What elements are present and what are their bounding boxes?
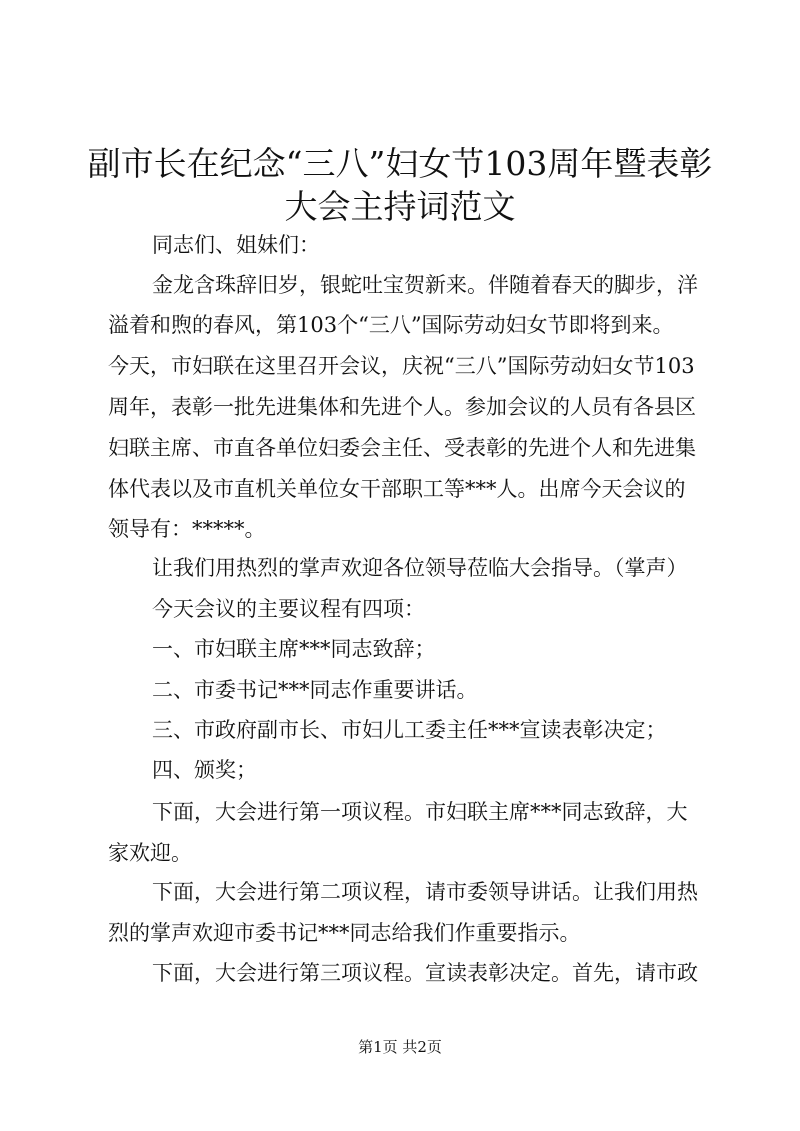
paragraph-line: 让我们用热烈的掌声欢迎各位领导莅临大会指导。（掌声） — [152, 556, 688, 580]
agenda-intro-line: 今天会议的主要议程有四项： — [152, 597, 425, 621]
paragraph-line: 体代表以及市直机关单位女干部职工等***人。出席今天会议的 — [108, 477, 686, 501]
paragraph-line: 下面，大会进行第三项议程。宣读表彰决定。首先，请市政 — [152, 961, 698, 985]
document-title-line-2: 大会主持词范文 — [284, 187, 516, 226]
paragraph-line: 今天，市妇联在这里召开会议，庆祝“三八”国际劳动妇女节103 — [108, 354, 695, 378]
document-title-line-1: 副市长在纪念“三八”妇女节103周年暨表彰 — [87, 144, 713, 183]
paragraph-line: 周年，表彰一批先进集体和先进个人。参加会议的人员有各县区 — [108, 395, 696, 419]
paragraph-line: 溢着和煦的春风，第103个“三八”国际劳动妇女节即将到来。 — [108, 313, 674, 337]
paragraph-line: 下面，大会进行第二项议程，请市委领导讲话。让我们用热 — [152, 880, 698, 904]
page-number-footer: 第1页 共2页 — [358, 1038, 442, 1056]
paragraph-line: 领导有：*****。 — [108, 517, 266, 541]
agenda-item: 四、颁奖； — [152, 758, 257, 782]
agenda-item: 二、市委书记***同志作重要讲话。 — [152, 678, 478, 702]
paragraph-line: 妇联主席、市直各单位妇委会主任、受表彰的先进个人和先进集 — [108, 436, 696, 460]
agenda-item: 一、市妇联主席***同志致辞； — [152, 637, 436, 661]
greeting-line: 同志们、姐妹们： — [152, 233, 320, 257]
paragraph-line: 金龙含珠辞旧岁，银蛇吐宝贺新来。伴随着春天的脚步，洋 — [152, 273, 698, 297]
paragraph-line: 下面，大会进行第一项议程。市妇联主席***同志致辞，大 — [152, 800, 688, 824]
paragraph-line: 家欢迎。 — [108, 841, 192, 865]
agenda-item: 三、市政府副市长、市妇儿工委主任***宣读表彰决定； — [152, 718, 667, 742]
paragraph-line: 烈的掌声欢迎市委书记***同志给我们作重要指示。 — [108, 921, 581, 945]
